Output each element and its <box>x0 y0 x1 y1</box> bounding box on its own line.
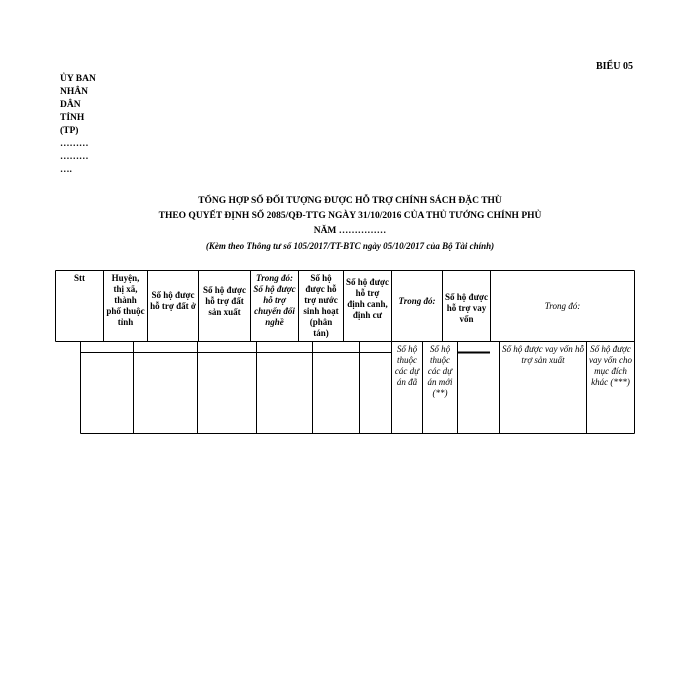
col-header-land-support: Số hộ được hỗ trợ đất ở <box>150 290 196 311</box>
agency-line: ……… <box>60 152 89 162</box>
col-header-loan-support: Số hộ được hỗ trợ vay vốn <box>445 292 488 324</box>
form-code: BIỂU 05 <box>596 61 633 72</box>
title-line-3: NĂM …………… <box>313 226 387 236</box>
agency-line: TỈNH <box>60 113 85 123</box>
col-header-production-land: Số hộ được hỗ trợ đất sản xuất <box>203 285 246 317</box>
title-line-2: THEO QUYẾT ĐỊNH SỐ 2085/QĐ-TTG NGÀY 31/10/2016 CỦA THỦ TƯỚNG CHÍNH PHỦ <box>158 211 542 221</box>
col-header-in-projects: Số hộ thuộc các dự án đã <box>394 344 420 387</box>
col-header-district: Huyện, thị xã, thành phố thuộc tỉnh <box>106 273 145 327</box>
agency-line: (TP) <box>60 126 79 136</box>
col-header-stt: Stt <box>74 273 85 283</box>
col-header-new-projects: Số hộ thuộc các dự án mới (**) <box>427 344 453 398</box>
agency-line: NHÂN <box>60 87 88 97</box>
agency-line: …. <box>60 165 72 175</box>
title-line-1: TỔNG HỢP SỐ ĐỐI TƯỢNG ĐƯỢC HỖ TRỢ CHÍNH SÁCH ĐẶC THÙ <box>198 196 502 206</box>
col-header-resettlement: Số hộ được hỗ trợ định canh, định cư <box>346 277 389 320</box>
col-header-production-loan: Số hộ được vay vốn hỗ trợ sản xuất <box>502 344 584 365</box>
col-header-of-which-1: Trong đó: <box>398 296 436 306</box>
agency-line: ……… <box>60 139 89 149</box>
agency-line: DÂN <box>60 100 81 110</box>
col-header-water-support: Số hộ được hỗ trợ nước sinh hoạt (phân tán) <box>303 273 339 338</box>
title-subtitle: (Kèm theo Thông tư số 105/2017/TT-BTC ngày 05/10/2017 của Bộ Tài chính) <box>205 241 495 251</box>
col-header-other-purpose-loan: Số hộ được vay vốn cho mục đích khác (***) <box>589 344 632 387</box>
col-header-of-which-2: Trong đó: <box>544 301 581 311</box>
col-header-job-change: Trong đó: Số hộ được hỗ trợ chuyển đổi nghề <box>253 273 296 327</box>
agency-line: ỦY BAN <box>60 74 96 84</box>
